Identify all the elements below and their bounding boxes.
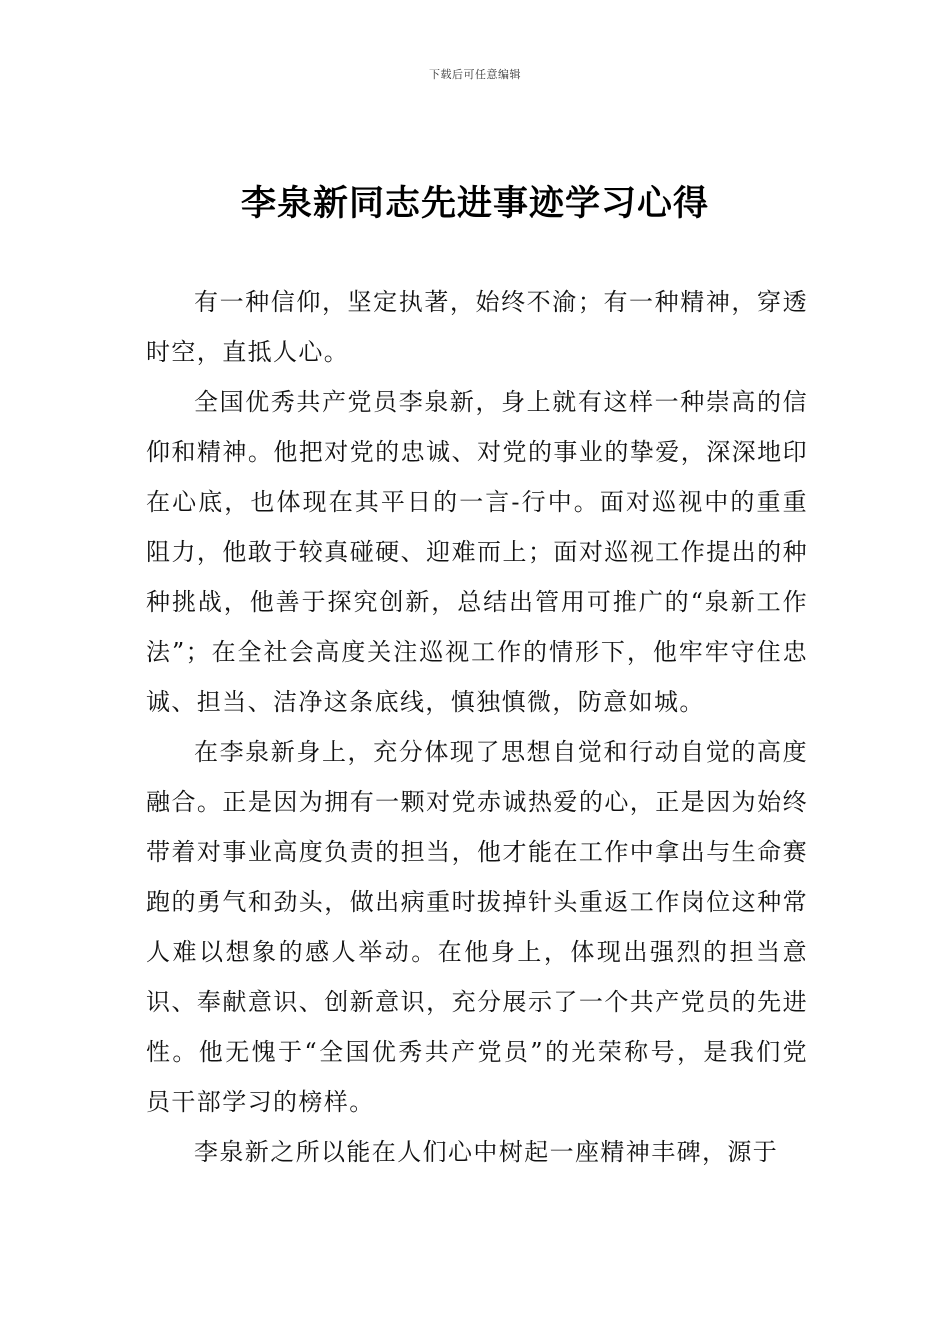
paragraph-3: 在李泉新身上，充分体现了思想自觉和行动自觉的高度融合。正是因为拥有一颗对党赤诚热爱的心，正是因为始终带着对事业高度负责的担当，他才能在工作中拿出与生命赛跑的勇气和劲头，做出病重时拔掉针头重返工作岗位这种常人难以想象的感人举动。在他身上，体现出强烈的担当意识、奉献意识、创新意识，充分展示了一个共产党员的先进性。他无愧于“全国优秀共产党员”的光荣称号，是我们党员干部学习的榜样。 — [146, 738, 808, 1116]
header-note: 下载后可任意编辑 — [429, 68, 521, 81]
document-body — [146, 277, 808, 1177]
paragraph-4: 李泉新之所以能在人们心中树起一座精神丰碑，源于 — [194, 1138, 779, 1166]
paragraph-2: 全国优秀共产党员李泉新，身上就有这样一种崇高的信仰和精神。他把对党的忠诚、对党的事业的挚爱，深深地印在心底，也体现在其平日的一言-行中。面对巡视中的重重阻力，他敢于较真碰硬、迎难而上；面对巡视工作提出的种种挑战，他善于探究创新，总结出管用可推广的“泉新工作法”；在全社会高度关注巡视工作的情形下，他牢牢守住忠诚、担当、洁净这条底线，慎独慎微，防意如城。 — [146, 388, 808, 716]
paragraph-1: 有一种信仰，坚定执著，始终不渝；有一种精神，穿透时空，直抵人心。 — [146, 288, 808, 366]
document-title: 李泉新同志先进事迹学习心得 — [240, 184, 709, 224]
